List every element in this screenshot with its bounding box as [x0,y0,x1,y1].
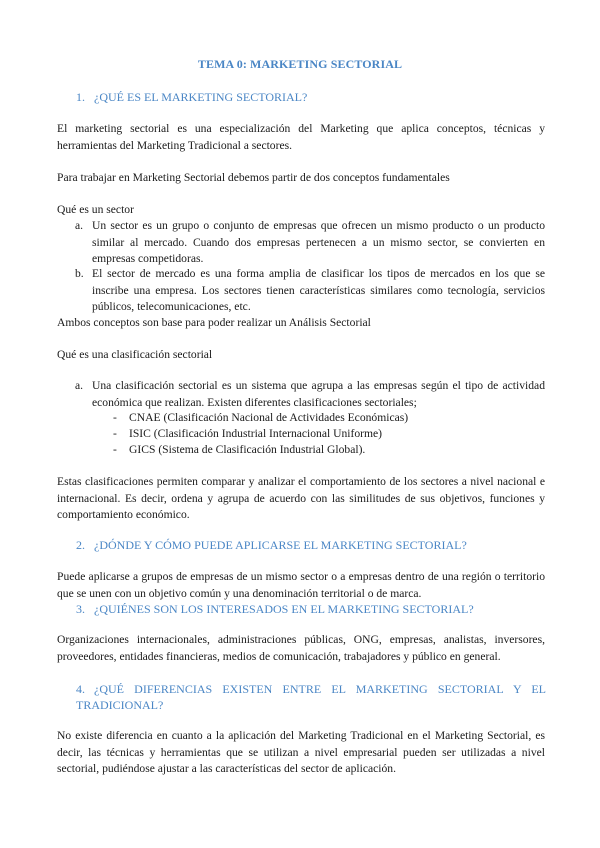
s4-paragraph: No existe diferencia en cuanto a la aplicación del Marketing Tradicional en el Marketing Sectorial, es decir, las técnicas y herramientas que se utilizan a nivel empresarial pueden ser utilizadas a nivel sectorial, pudiéndose ajustar a las características del sector de aplicación. [57,729,545,775]
list-dash: - [113,443,117,456]
classification-item-a-text: Una clasificación sectorial es un sistema que agrupa a las empresas según el tipo de actividad económica que realizan. Existen diferentes clasificaciones sectoriales; [92,379,545,409]
s1-base-paragraph: Para trabajar en Marketing Sectorial debemos partir de dos conceptos fundamentales [57,171,450,184]
section-1-heading [76,89,546,105]
classification-gics: GICS (Sistema de Clasificación Industrial Global). [129,443,366,456]
s1-sector-question: Qué es un sector [57,203,134,216]
section-1-number: 1. [76,90,85,104]
s1-both-concepts: Ambos conceptos son base para poder realizar un Análisis Sectorial [57,316,371,329]
section-2-title: ¿DÓNDE Y CÓMO PUEDE APLICARSE EL MARKETING SECTORIAL? [94,538,467,552]
classification-item-a-marker: a. [75,379,84,392]
section-3-number: 3. [76,602,85,616]
sector-item-b-text: El sector de mercado es una forma amplia de clasificar los tipos de mercados en los que se inscribe una empresa. Los sectores tienen características similares como tecnología, servicios públicos, telecomunicaciones, etc. [92,267,545,313]
document-title: TEMA 0: MARKETING SECTORIAL [197,57,403,71]
section-1-title: ¿QUÉ ES EL MARKETING SECTORIAL? [94,90,308,104]
section-4-heading [76,681,546,713]
s2-paragraph: Puede aplicarse a grupos de empresas de un mismo sector o a empresas dentro de una región o territorio que se unen con un objetivo común y una denominación territorial o de marca. [57,570,545,600]
sector-item-a-marker: a. [75,219,84,232]
section-2-heading [76,537,546,553]
s1-intro-paragraph: El marketing sectorial es una especialización del Marketing que aplica conceptos, técnicas y herramientas del Marketing Tradicional a sectores. [57,122,545,152]
section-4-title: ¿QUÉ DIFERENCIAS EXISTEN ENTRE EL MARKETING SECTORIAL Y EL TRADICIONAL? [76,682,546,712]
classification-isic: ISIC (Clasificación Industrial Internacional Uniforme) [129,427,383,440]
s1-closing-paragraph: Estas clasificaciones permiten comparar y analizar el comportamiento de los sectores a nivel nacional e internacional. Es decir, ordena y agrupa de acuerdo con las similitudes de sus objetivos, funciones y comportamiento económico. [57,475,545,521]
s1-classification-question: Qué es una clasificación sectorial [57,348,213,361]
sector-item-b-marker: b. [75,267,84,280]
section-3-heading [76,601,546,617]
s3-paragraph: Organizaciones internacionales, administraciones públicas, ONG, empresas, analistas, inversores, proveedores, entidades financieras, medios de comunicación, trabajadores y público en general. [57,633,545,663]
section-2-number: 2. [76,538,85,552]
list-dash: - [113,411,117,424]
list-dash: - [113,427,117,440]
sector-item-a-text: Un sector es un grupo o conjunto de empresas que ofrecen un mismo producto o un producto similar al mercado. Cuando dos empresas pertenecen a un mismo sector, se convierten en empresas competidoras. [92,219,545,265]
classification-cnae: CNAE (Clasificación Nacional de Actividades Económicas) [129,411,409,424]
section-4-number: 4. [76,682,85,696]
section-3-title: ¿QUIÉNES SON LOS INTERESADOS EN EL MARKETING SECTORIAL? [94,602,474,616]
